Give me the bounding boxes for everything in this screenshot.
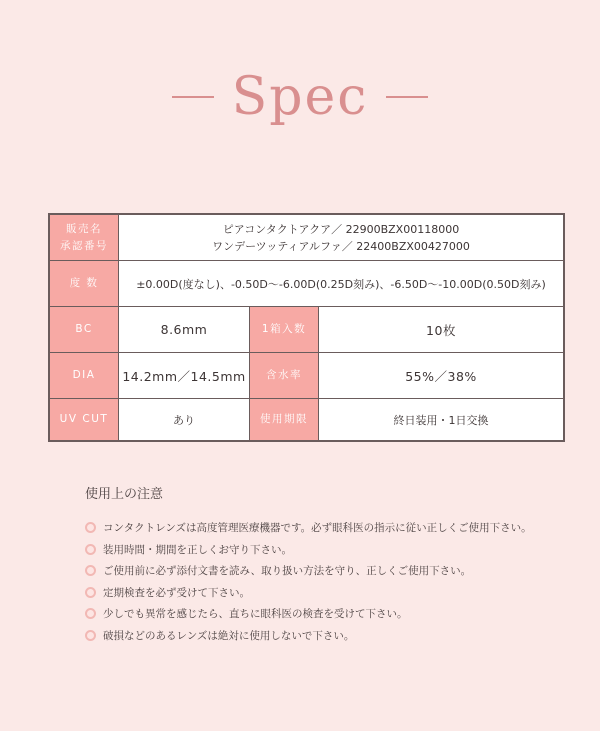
note-text: ご使用前に必ず添付文書を読み、取り扱い方法を守り、正しくご使用下さい。 [103,565,472,578]
spec-row-bc [49,307,564,353]
note-text: 少しでも異常を感じたら、直ちに眼科医の検査を受けて下さい。 [103,608,408,621]
power-label: 度 数 [49,261,119,307]
approval-value-1: ピアコンタクトアクア／ 22900BZX00118000 [222,222,460,236]
usage-notes [85,483,565,646]
title-text: Spec [231,67,369,127]
bc-label: BC [49,307,119,353]
bullet-icon [85,522,96,533]
note-text: 装用時間・期間を正しくお守り下さい。 [103,543,292,556]
dia-value: 14.2mm／14.5mm [119,353,250,399]
dia-label: DIA [49,353,119,399]
spec-row-power [49,261,564,307]
period-value: 終日装用・1日交換 [319,399,565,442]
list-item [85,625,565,647]
uv-label: UV CUT [49,399,119,442]
title-left-line [172,96,214,98]
power-value: ±0.00D(度なし)、-0.50D～-6.00D(0.25D刻み)、-6.50D～-10.00D(0.50D刻み) [119,261,565,307]
water-value: 55%／38% [319,353,565,399]
list-item [85,603,565,625]
approval-label-2: 承認番号 [60,239,108,252]
period-label: 使用期限 [250,399,319,442]
approval-value [119,214,565,261]
list-item [85,517,565,539]
approval-header [49,214,119,261]
uv-value: あり [119,399,250,442]
approval-value-2: ワンデーツッティアルファ／ 22400BZX00427000 [212,239,470,253]
quantity-value: 10枚 [319,307,565,353]
bc-value: 8.6mm [119,307,250,353]
spec-row-approval [49,214,564,261]
bullet-icon [85,565,96,576]
page-title [0,62,600,132]
notes-title: 使用上の注意 [85,487,164,502]
spec-row-uv [49,399,564,442]
quantity-label: 1箱入数 [250,307,319,353]
spec-table [48,213,565,442]
spec-row-dia [49,353,564,399]
list-item [85,560,565,582]
note-text: 破損などのあるレンズは絶対に使用しないで下さい。 [103,629,355,642]
list-item [85,582,565,604]
bullet-icon [85,587,96,598]
water-label: 含水率 [250,353,319,399]
title-right-line [386,96,428,98]
note-text: 定期検査を必ず受けて下さい。 [103,586,250,599]
approval-label-1: 販売名 [66,222,102,235]
list-item [85,539,565,561]
bullet-icon [85,608,96,619]
bullet-icon [85,630,96,641]
note-text: コンタクトレンズは高度管理医療機器です。必ず眼科医の指示に従い正しくご使用下さい。 [103,522,532,535]
bullet-icon [85,544,96,555]
